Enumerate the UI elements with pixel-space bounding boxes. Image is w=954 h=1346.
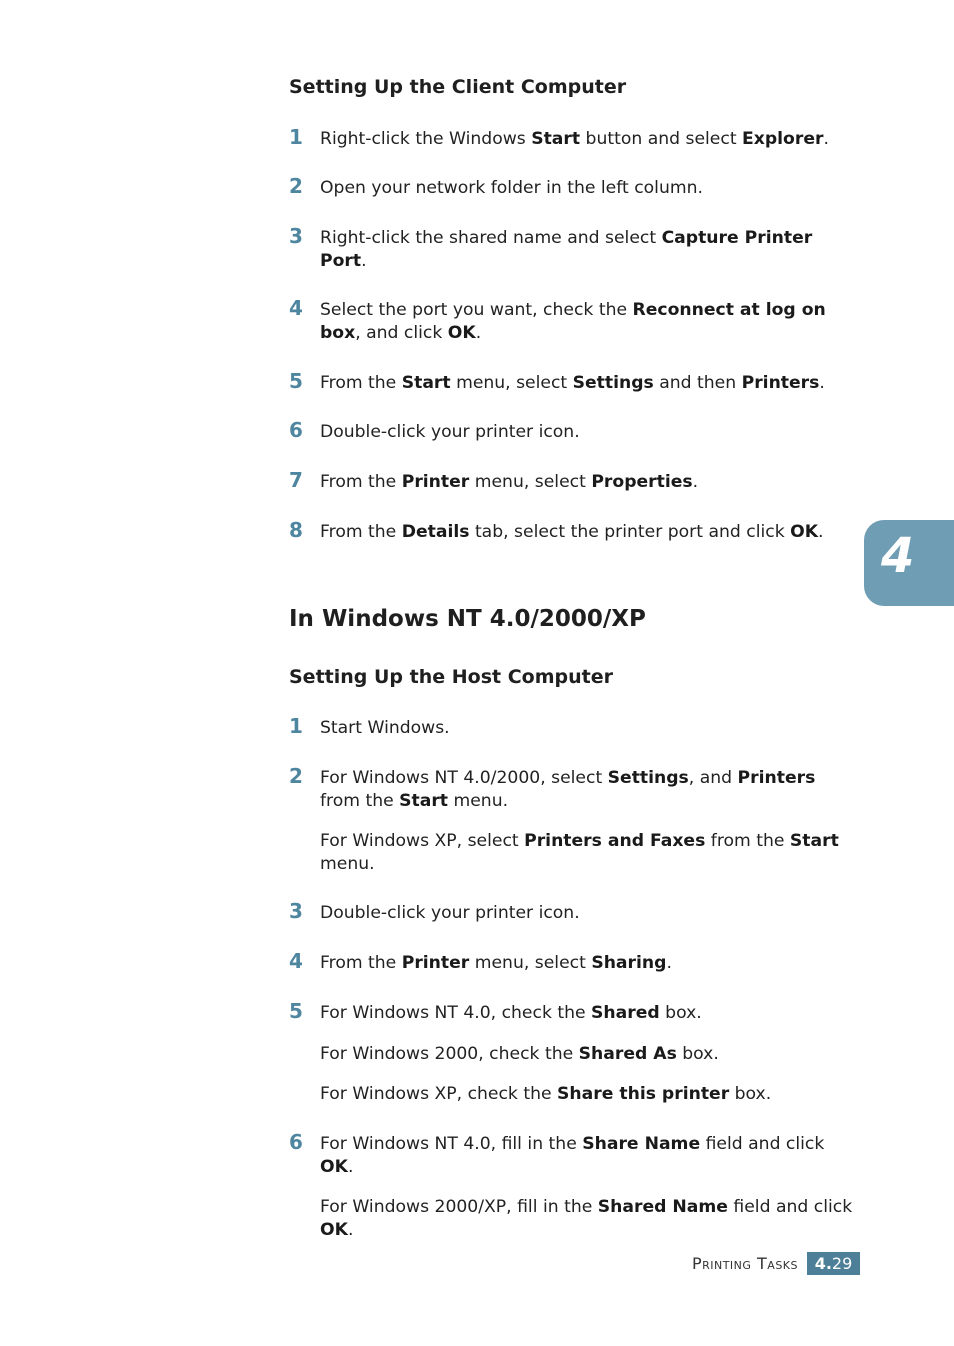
text-run: Start Windows. — [320, 718, 450, 738]
step-text — [320, 421, 859, 444]
step-number: 6 — [289, 418, 303, 442]
text-run: menu. — [320, 853, 375, 874]
step-text — [320, 1196, 859, 1241]
step-number: 1 — [289, 714, 303, 738]
text-run: tab, select the printer port and click — [469, 522, 791, 542]
text-run: . — [819, 373, 825, 393]
bold-term: Explorer — [742, 129, 824, 149]
step-text — [320, 1083, 859, 1106]
step-number: 3 — [289, 224, 303, 248]
bold-term: Printer — [401, 953, 470, 973]
text-run: Right-click the shared name and select — [320, 228, 662, 248]
bold-term: Start — [399, 790, 449, 811]
step-item — [289, 899, 859, 925]
step-item — [289, 1130, 859, 1241]
step-text — [320, 1133, 859, 1178]
text-run: , and — [688, 768, 738, 788]
step-text — [320, 471, 859, 494]
step-item — [289, 296, 859, 344]
bold-term: Start — [401, 373, 451, 393]
text-run: For Windows NT 4.0/2000, select — [320, 768, 608, 788]
text-run: From the — [320, 522, 402, 542]
bold-term: OK — [447, 322, 476, 343]
step-text — [320, 767, 859, 812]
chapter-tab — [864, 520, 954, 606]
text-run: box. — [729, 1084, 772, 1104]
step-item — [289, 418, 859, 444]
text-run: field and click — [727, 1197, 853, 1217]
text-run: box. — [659, 1003, 702, 1023]
step-number: 5 — [289, 999, 303, 1023]
step-item — [289, 714, 859, 740]
step-number: 3 — [289, 899, 303, 923]
text-run: . — [475, 322, 482, 343]
text-run: Select the port you want, check the — [320, 300, 633, 320]
text-run: field and click — [700, 1134, 825, 1154]
text-run: from the — [705, 831, 790, 851]
text-run: From the — [320, 373, 402, 393]
step-item — [289, 468, 859, 494]
page-chapter: 4. — [814, 1254, 832, 1273]
text-run: . — [361, 250, 367, 271]
text-run: Double-click your printer icon. — [320, 422, 580, 442]
bold-term: Start — [789, 831, 839, 851]
step-text — [320, 372, 859, 395]
step-number: 2 — [289, 174, 303, 198]
step-text — [320, 177, 859, 200]
text-run: From the — [320, 953, 402, 973]
bold-term: Start — [531, 129, 581, 149]
bold-term: Printers — [737, 768, 816, 788]
text-run: and then — [653, 373, 742, 393]
bold-term: Share this printer — [557, 1084, 730, 1104]
text-run: Right-click the Windows — [320, 129, 532, 149]
step-number: 8 — [289, 518, 303, 542]
step-number: 4 — [289, 296, 303, 320]
bold-term: Printers and Faxes — [524, 831, 706, 851]
step-item — [289, 369, 859, 395]
step-item — [289, 518, 859, 544]
text-run: from the — [320, 790, 400, 811]
bold-term: OK — [320, 1156, 348, 1177]
section-heading-client: Setting Up the Client Computer — [289, 76, 627, 98]
bold-term: Settings — [607, 768, 689, 788]
bold-term: Settings — [572, 373, 654, 393]
text-run: menu, select — [469, 953, 592, 973]
bold-term: Details — [401, 522, 470, 542]
text-run: , and click — [355, 322, 448, 343]
step-text — [320, 1043, 859, 1066]
section-heading-host: Setting Up the Host Computer — [289, 666, 613, 688]
text-run: For Windows XP, select — [320, 831, 525, 851]
page-number-box — [807, 1252, 860, 1275]
step-number: 2 — [289, 764, 303, 788]
text-run: . — [666, 953, 672, 973]
step-text — [320, 299, 859, 344]
text-run: For Windows XP, check the — [320, 1084, 558, 1104]
step-number: 4 — [289, 949, 303, 973]
bold-term: OK — [790, 522, 819, 542]
step-text — [320, 902, 859, 925]
step-text — [320, 521, 859, 544]
step-text — [320, 227, 859, 272]
text-run: Double-click your printer icon. — [320, 903, 580, 923]
step-item — [289, 174, 859, 200]
bold-term: Shared Name — [597, 1197, 728, 1217]
text-run: From the — [320, 472, 402, 492]
step-text — [320, 128, 859, 151]
text-run: menu, select — [450, 373, 573, 393]
text-run: . — [818, 522, 824, 542]
text-run: For Windows 2000/XP, fill in the — [320, 1197, 598, 1217]
step-item — [289, 999, 859, 1106]
step-number: 1 — [289, 125, 303, 149]
step-item — [289, 764, 859, 875]
step-item — [289, 949, 859, 975]
step-item — [289, 224, 859, 272]
step-number: 6 — [289, 1130, 303, 1154]
section-title-windows-nt: In Windows NT 4.0/2000/XP — [289, 606, 646, 632]
bold-term: OK — [320, 1219, 348, 1240]
step-text — [320, 717, 859, 740]
bold-term: Shared — [591, 1003, 660, 1023]
bold-term: Printers — [741, 373, 820, 393]
step-text — [320, 1002, 859, 1025]
text-run: menu. — [448, 790, 509, 811]
text-run: . — [692, 472, 699, 492]
text-run: . — [347, 1219, 354, 1240]
page-number: 29 — [831, 1254, 853, 1273]
page-footer — [600, 1252, 860, 1276]
bold-term: Shared As — [578, 1043, 677, 1064]
text-run: button and select — [580, 129, 743, 149]
bold-term: Reconnect at log on box — [320, 300, 826, 343]
text-run: For Windows NT 4.0, check the — [320, 1003, 592, 1023]
text-run: box. — [676, 1043, 719, 1064]
bold-term: Sharing — [591, 953, 667, 973]
text-run: For Windows NT 4.0, fill in the — [320, 1134, 583, 1154]
text-run: Open your network folder in the left column. — [320, 178, 703, 198]
bold-term: Share Name — [582, 1134, 701, 1154]
footer-section-label: Printing Tasks — [691, 1254, 798, 1273]
step-text — [320, 830, 859, 875]
text-run: For Windows 2000, check the — [320, 1043, 579, 1064]
text-run: . — [823, 129, 829, 149]
step-number: 5 — [289, 369, 303, 393]
bold-term: Properties — [591, 472, 693, 492]
bold-term: Printer — [401, 472, 470, 492]
step-item — [289, 125, 859, 151]
chapter-number: 4 — [881, 528, 915, 584]
text-run: menu, select — [469, 472, 592, 492]
step-text — [320, 952, 859, 975]
step-number: 7 — [289, 468, 303, 492]
bold-term: Capture Printer Port — [320, 228, 813, 271]
text-run: . — [347, 1156, 354, 1177]
